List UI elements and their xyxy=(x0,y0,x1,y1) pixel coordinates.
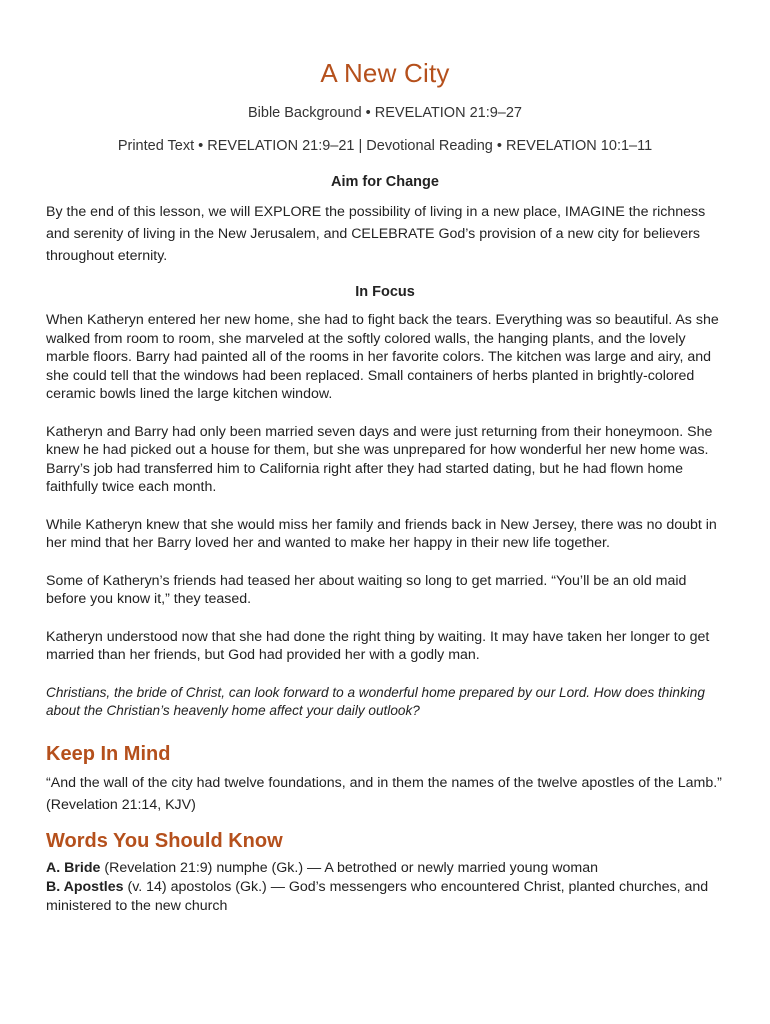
word-item-apostles xyxy=(46,878,724,916)
in-focus-heading: In Focus xyxy=(355,284,415,300)
page-title: A New City xyxy=(320,58,450,88)
word-definition: (v. 14) apostolos (Gk.) — God’s messengers who encountered Christ, planted churches, and ministered to the new church xyxy=(46,878,709,914)
focus-paragraph: While Katheryn knew that she would miss her family and friends back in New Jersey, there was no doubt in her mind that her Barry loved her and wanted to make her happy in their new life together. xyxy=(46,516,717,551)
aim-heading: Aim for Change xyxy=(331,174,439,190)
focus-paragraph: Katheryn and Barry had only been married seven days and were just returning from their honeymoon. She knew he had picked out a house for them, but she was unprepared for how wonderful her new home was. Barry’s job had transferred him to California right after they had started dating, but he had flown home faithfully twice each month. xyxy=(46,423,713,495)
focus-paragraph: Katheryn understood now that she had done the right thing by waiting. It may have taken her longer to get married than her friends, but God had provided her with a godly man. xyxy=(46,628,710,663)
word-term: A. Bride xyxy=(46,859,101,876)
focus-question: Christians, the bride of Christ, can look forward to a wonderful home prepared by our Lord. How does thinking about the Christian’s heavenly home affect your daily outlook? xyxy=(46,684,705,718)
aim-text: By the end of this lesson, we will EXPLORE the possibility of living in a new place, IMAGINE the richness and serenity of living in the New Jerusalem, and CELEBRATE God’s provision of a new city for believers throughout eternity. xyxy=(46,204,706,264)
word-term: B. Apostles xyxy=(46,878,124,895)
words-heading: Words You Should Know xyxy=(46,829,283,852)
focus-paragraph: Some of Katheryn’s friends had teased her about waiting so long to get married. “You’ll be an old maid before you know it,” they teased. xyxy=(46,572,687,607)
word-definition: (Revelation 21:9) numphe (Gk.) — A betrothed or newly married young woman xyxy=(100,859,598,876)
printed-text: Printed Text • REVELATION 21:9–21 | Devotional Reading • REVELATION 10:1–11 xyxy=(117,138,653,154)
keep-in-mind-quote: “And the wall of the city had twelve foundations, and in them the names of the twelve apostles of the Lamb.” (Revelation 21:14, KJV) xyxy=(46,774,722,813)
bible-background: Bible Background • REVELATION 21:9–27 xyxy=(247,105,522,121)
focus-paragraph: When Katheryn entered her new home, she had to fight back the tears. Everything was so beautiful. As she walked from room to room, she marveled at the softly colored walls, the hanging plants, and the lovely marble floors. Barry had painted all of the rooms in her favorite colors. The kitchen was large and airy, and she could tell that the windows had been replaced. Small containers of herbs planted in brightly-colored ceramic bowls lined the large kitchen window. xyxy=(46,312,719,402)
word-item-bride xyxy=(46,859,724,878)
keep-in-mind-heading: Keep In Mind xyxy=(46,742,171,765)
